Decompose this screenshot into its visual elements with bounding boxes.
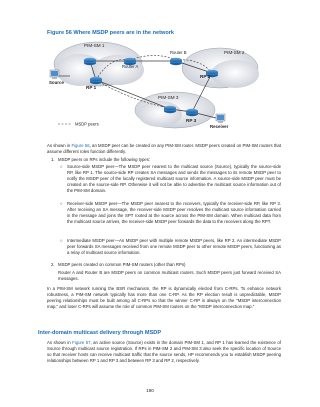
figure-caption: Figure 56 Where MSDP peers are in the network xyxy=(47,30,175,36)
label-rp2: RP 2 xyxy=(200,74,211,79)
bullet-term: Source-side MSDP peer xyxy=(67,164,115,169)
bullet-text: —The MSDP peer nearest to the multicast source (Source), typically the source-side RP, like RP 1. The source-side RP creates SA messages and sends the messages to its remote MSDP peer to notify the MSDP peer of the locally registered multicast source information. A source-side MSDP peer must be created on the source-side RP. Otherwise it will not be able to advertise the multicast source information out of the PIM-SM domain. xyxy=(67,164,281,194)
bullet-intermediate xyxy=(67,238,281,256)
rp3-router xyxy=(186,109,198,116)
router-top-left xyxy=(84,58,96,65)
item-2-number: 2. xyxy=(51,262,55,267)
bullet-text: —An MSDP peer with multiple remote MSDP peers, like RP 2. An intermediate MSDP peer forwards SA messages received from one remote MSDP peer to other remote MSDP peers, functioning as a relay of multicast source information. xyxy=(67,238,281,256)
label-rp1: RP 1 xyxy=(86,85,97,90)
label-rp3: RP 3 xyxy=(186,118,197,123)
bullet-marker: ○ xyxy=(60,164,63,169)
item-1-number: 1. xyxy=(51,157,55,162)
source-host-icon xyxy=(50,70,59,79)
section-prefix: As shown in xyxy=(47,340,73,345)
label-pim-sm-1: PIM-SM 1 xyxy=(84,43,105,48)
rp1-router xyxy=(90,77,102,84)
rp-election-paragraph: In a PIM-SM network running the BSR mechanism, the RP is dynamically elected from C-RPs. To enhance network robustness, a PIM-SM network typically has more than one C-RP. As the RP election result is unpredictable, MSDP peering relationships must be built among all C-RPs so that the winner C-RP is always on the "MSDP interconnection map," and loser C-RPs will assume the role of common PIM-SM routers on the "MSDP interconnection map." xyxy=(47,286,281,310)
bullet-term: Receiver-side MSDP peer xyxy=(67,201,118,206)
label-pim-sm-2: PIM-SM 2 xyxy=(224,50,245,55)
section-title: Inter-domain multicast delivery through MSDP xyxy=(38,330,162,336)
router-b xyxy=(170,58,182,65)
intro-paragraph xyxy=(47,143,281,155)
page-number: 190 xyxy=(146,388,154,393)
pim-sm-2-cloud xyxy=(182,48,259,88)
bullet-receiver-side xyxy=(67,201,281,225)
section-paragraph xyxy=(47,340,281,364)
intro-prefix: As shown in xyxy=(47,143,72,148)
bullet-text: —The MSDP peer nearest to the receivers, typically the receiver-side RP, like RP 3. After receiving an SA message, the receiver-side MSDP peer resolves the multicast source information carried in the message and joins the SPT rooted at the source across the PIM-SM domain. When multicast data from the multicast source arrives, the receiver-side MSDP peer forwards the data to the receivers along the RPT. xyxy=(67,201,281,225)
item-2-follow: Router A and Router B are MSDP peers on common multicast routers. Such MSDP peers just forward received SA messages. xyxy=(58,270,281,282)
legend-msdp-peers: MSDP peers xyxy=(75,121,99,127)
figure-57-link[interactable]: Figure 57 xyxy=(72,340,91,345)
label-pim-sm-3: PIM-SM 3 xyxy=(158,95,179,100)
intro-suffix: , an MSDP peer can be created on any PIM-SM router. MSDP peers created on PIM-SM routers that assume different roles function differently. xyxy=(47,143,281,155)
figure-56-link[interactable]: Figure 56 xyxy=(71,143,90,148)
msdp-network-diagram xyxy=(40,36,272,136)
bullet-marker: ○ xyxy=(60,201,63,206)
router-pim-sm-3 xyxy=(164,106,176,113)
label-router-b: Router B xyxy=(170,50,187,55)
figure-legend xyxy=(58,122,99,127)
bullet-source-side xyxy=(67,164,281,194)
item-2-text: MSDP peers created on common PIM-SM routers (other than RPs) xyxy=(58,262,186,267)
label-source: Source xyxy=(49,80,64,85)
bullet-term: Intermediate MSDP peer xyxy=(67,238,115,243)
bullet-marker: ○ xyxy=(60,238,63,243)
receiver-host-icon xyxy=(216,114,225,123)
item-1-text: MSDP peers on RPs include the following types: xyxy=(58,157,151,162)
section-suffix: , an active source (Source) exists in the domain PIM-SM 1, and RP 1 has learned the existence of Source through multicast source registration. If RPs in PIM-SM 2 and PIM-SM 3 also seek the specific location of Source so that receiver hosts can receive multicast traffic that the source sends, HP recommends you to establish MSDP peering relationships between RP 1 and RP 3 and between RP 3 and RP 2, respectively. xyxy=(47,340,281,364)
label-receiver: Receiver xyxy=(210,124,229,129)
label-router-a: Router A xyxy=(122,64,139,69)
